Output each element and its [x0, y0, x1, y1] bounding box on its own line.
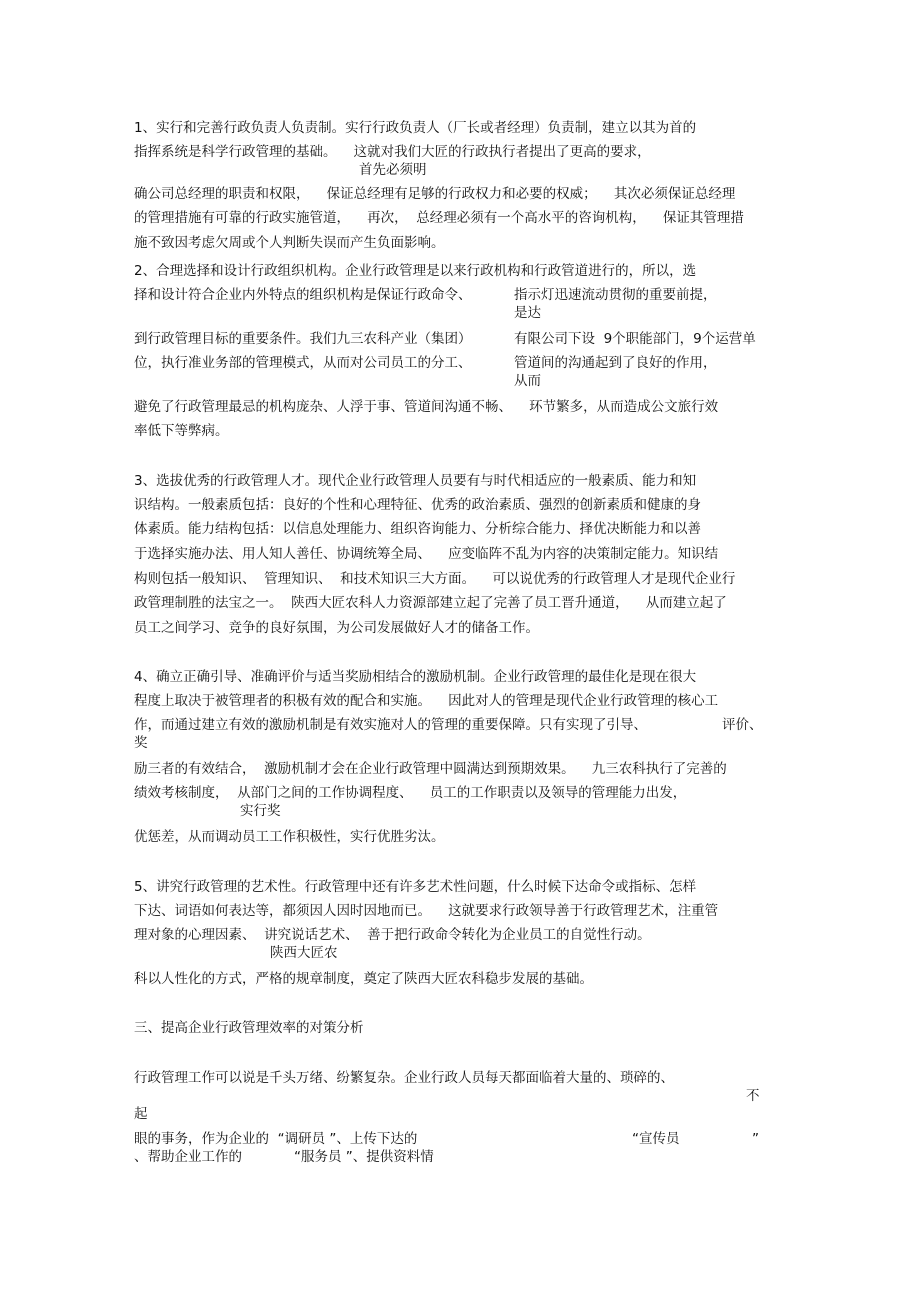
text-line: 3、选拔优秀的行政管理人才。现代企业行政管理人员要有与时代相适应的一般素质、能力和知 [134, 473, 697, 489]
text-line: 作，而通过建立有效的激励机制是有效实施对人的管理的重要保障。只有实现了引导、 [134, 717, 647, 733]
text-line: 施不致因考虑欠周或个人判断失误而产生负面影响。 [134, 235, 445, 251]
text-line: 励三者的有效结合， 激励机制才会在企业行政管理中圆满达到预期效果。 九三农科执行了完善的 [134, 761, 727, 777]
text-line: 于选择实施办法、用人知人善任、协调统筹全局、 应变临阵不乱为内容的决策制定能力。知识结 [134, 546, 719, 562]
text-line: 评价、 [722, 717, 763, 733]
section-heading: 三、提高企业行政管理效率的对策分析 [134, 1020, 364, 1036]
text-line: 首先必须明 [359, 162, 427, 178]
text-line: 的管理措施有可靠的行政实施管道， 再次， 总经理必须有一个高水平的咨询机构， 保证其管理措 [134, 210, 744, 226]
text-line: 政管理制胜的法宝之一。 陕西大匠农科人力资源部建立起了完善了员工晋升通道， 从而建立起了 [134, 595, 727, 611]
text-line: 指示灯迅速流动贯彻的重要前提， [514, 287, 717, 303]
text-line: 避免了行政管理最忌的机构庞杂、人浮于事、管道间沟通不畅、 环节繁多，从而造成公文旅行效 [134, 399, 719, 415]
text-line: 科以人性化的方式，严格的规章制度，奠定了陕西大匠农科稳步发展的基础。 [134, 971, 593, 987]
text-line: 指挥系统是科学行政管理的基础。 这就对我们大匠的行政执行者提出了更高的要求， [134, 144, 651, 160]
text-line: 构则包括一般知识、 管理知识、 和技术知识三大方面。 可以说优秀的行政管理人才是现代企业行 [134, 571, 736, 587]
text-line: 有限公司下设 9个职能部门，9个运营单 [514, 331, 756, 347]
text-line: 眼的事务，作为企业的 “调研员 ”、上传下达的 [134, 1131, 418, 1147]
text-line: 到行政管理目标的重要条件。我们九三农科产业（集团） [134, 331, 472, 347]
text-line: 程度上取决于被管理者的积极有效的配合和实施。 因此对人的管理是现代企业行政管理的核心工 [134, 693, 719, 709]
text-line: 不 [746, 1088, 760, 1104]
text-line: 是达 [514, 305, 541, 321]
text-line: 起 [134, 1106, 148, 1122]
text-line: 4、确立正确引导、准确评价与适当奖励相结合的激励机制。企业行政管理的最佳化是现在很大 [134, 669, 697, 685]
text-line: 择和设计符合企业内外特点的组织机构是保证行政命令、 [134, 287, 472, 303]
text-line: 率低下等弊病。 [134, 423, 229, 439]
text-line: 、帮助企业工作的 [134, 1149, 242, 1165]
text-line: ” [752, 1131, 759, 1147]
text-line: 识结构。一般素质包括：良好的个性和心理特征、优秀的政治素质、强烈的创新素质和健康的身 [134, 497, 701, 513]
text-line: 优惩差，从而调动员工工作积极性，实行优胜劣汰。 [134, 829, 445, 845]
text-line: 陕西大匠农 [270, 945, 338, 961]
text-line: 下达、词语如何表达等，都须因人因时因地而已。 这就要求行政领导善于行政管理艺术，注重管 [134, 903, 719, 919]
text-line: 确公司总经理的职责和权限， 保证总经理有足够的行政权力和必要的权威； 其次必须保证总经理 [134, 186, 736, 202]
text-line: 位，执行准业务部的管理模式，从而对公司员工的分工、 [134, 355, 472, 371]
text-line: 体素质。能力结构包括：以信息处理能力、组织咨询能力、分析综合能力、择优决断能力和以善 [134, 521, 701, 537]
text-line: 行政管理工作可以说是千头万绪、纷繁复杂。企业行政人员每天都面临着大量的、琐碎的、 [134, 1070, 674, 1086]
text-line: 从而 [514, 373, 541, 389]
text-line: 2、合理选择和设计行政组织机构。企业行政管理是以来行政机构和行政管道进行的，所以，选 [134, 263, 697, 279]
text-line: 奖 [134, 735, 148, 751]
text-line: 绩效考核制度， 从部门之间的工作协调程度、 员工的工作职责以及领导的管理能力出发， [134, 785, 687, 801]
text-line: 管道间的沟通起到了良好的作用， [514, 355, 717, 371]
text-line: “服务员 ”、提供资料情 [294, 1149, 434, 1165]
text-line: 理对象的心理因素、 讲究说话艺术、 善于把行政命令转化为企业员工的自觉性行动。 [134, 927, 651, 943]
text-line: 实行奖 [240, 803, 281, 819]
text-line: 1、实行和完善行政负责人负责制。实行行政负责人（厂长或者经理）负责制，建立以其为首的 [134, 120, 697, 136]
text-line: 员工之间学习、竞争的良好氛围，为公司发展做好人才的储备工作。 [134, 620, 539, 636]
text-line: 5、讲究行政管理的艺术性。行政管理中还有许多艺术性问题，什么时候下达命令或指标、怎样 [134, 879, 697, 895]
text-line: “宣传员 [632, 1131, 680, 1147]
